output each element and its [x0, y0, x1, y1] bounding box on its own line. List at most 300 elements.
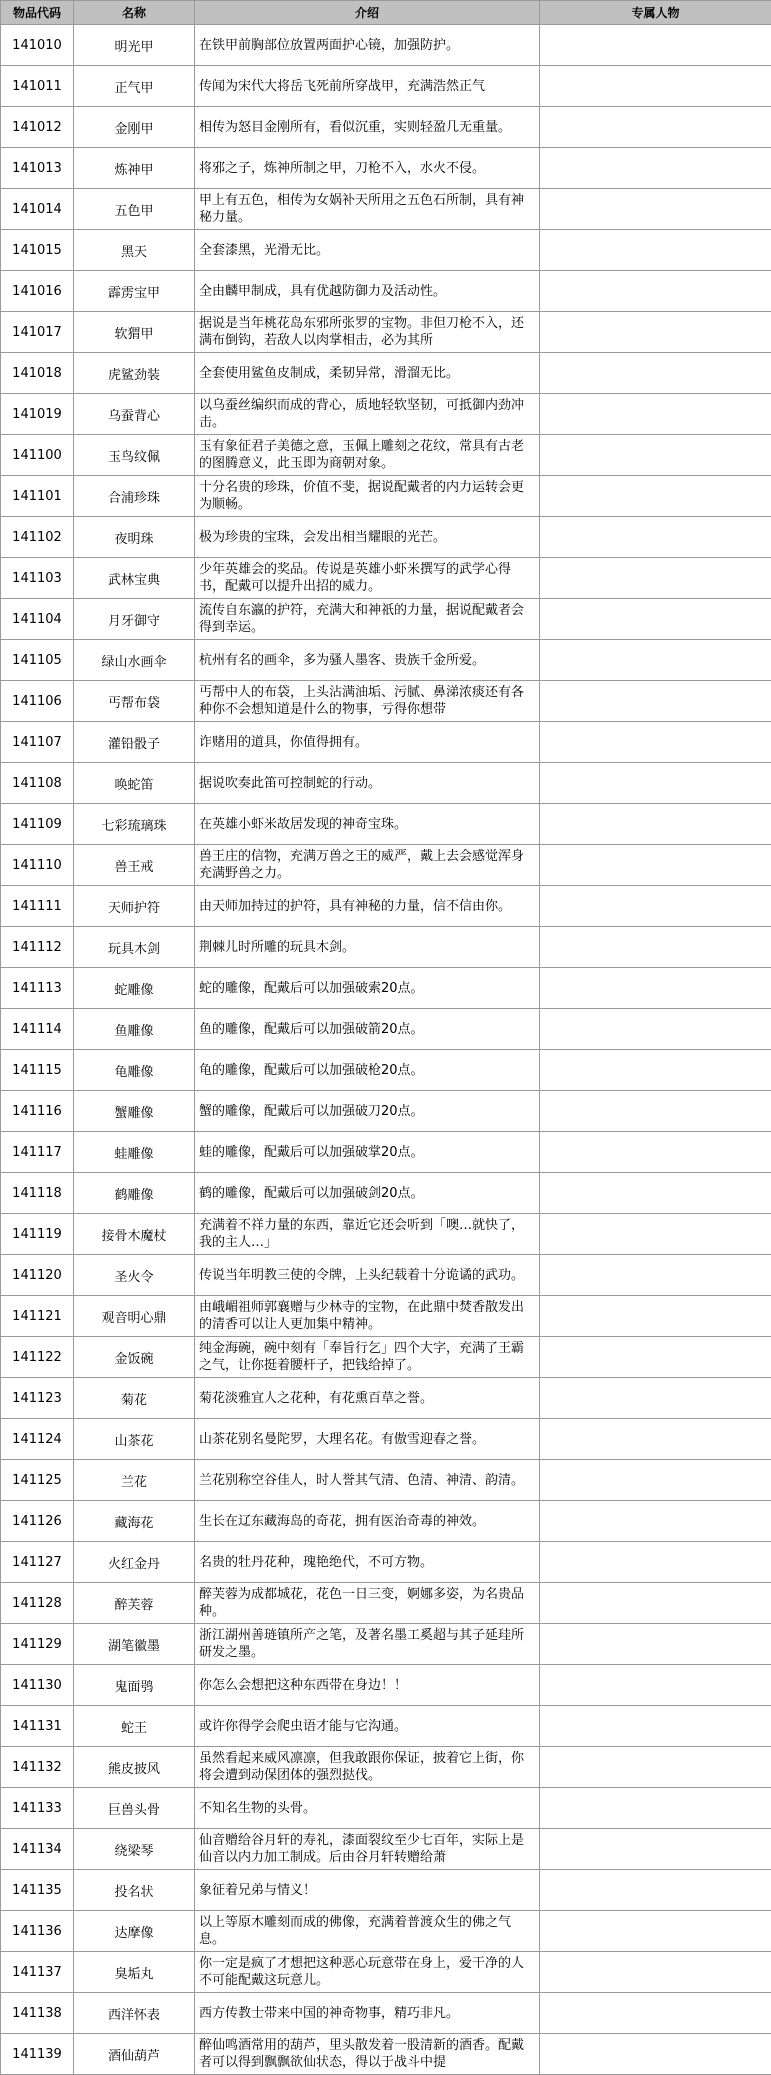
item-description-cell: [195, 1419, 540, 1460]
item-name-cell: 黑天: [74, 230, 195, 271]
item-name-cell: 鹤雕像: [74, 1173, 195, 1214]
item-description-cell: [195, 1255, 540, 1296]
item-description-cell: [195, 1173, 540, 1214]
item-description-cell: [195, 558, 540, 599]
item-description-text: 山茶花别名曼陀罗，大理名花。有傲雪迎春之誉。: [199, 1431, 535, 1448]
table-row: [1, 1009, 771, 1050]
item-name-cell: 金刚甲: [74, 107, 195, 148]
item-description-cell: [195, 25, 540, 66]
item-code-cell: 141131: [1, 1706, 74, 1747]
item-description-cell: [195, 1583, 540, 1624]
item-code-cell: 141103: [1, 558, 74, 599]
item-owner-cell: [540, 599, 771, 640]
table-row: [1, 1460, 771, 1501]
table-row: [1, 1952, 771, 1993]
item-description-cell: [195, 886, 540, 927]
item-description-text: 或许你得学会爬虫语才能与它沟通。: [199, 1718, 535, 1735]
item-code-cell: 141016: [1, 271, 74, 312]
item-code-cell: 141127: [1, 1542, 74, 1583]
item-name-cell: 炼神甲: [74, 148, 195, 189]
table-row: [1, 1337, 771, 1378]
item-description-cell: [195, 599, 540, 640]
item-description-text: 传闻为宋代大将岳飞死前所穿战甲，充满浩然正气: [199, 78, 535, 95]
item-code-cell: 141015: [1, 230, 74, 271]
table-row: [1, 1870, 771, 1911]
item-code-cell: 141124: [1, 1419, 74, 1460]
item-description-cell: [195, 1624, 540, 1665]
item-code-cell: 141109: [1, 804, 74, 845]
item-code-cell: 141011: [1, 66, 74, 107]
table-row: [1, 640, 771, 681]
item-description-cell: [195, 1460, 540, 1501]
item-code-cell: 141010: [1, 25, 74, 66]
item-code-cell: 141137: [1, 1952, 74, 1993]
item-description-cell: [195, 1132, 540, 1173]
table-row: [1, 763, 771, 804]
item-code-cell: 141121: [1, 1296, 74, 1337]
item-description-cell: [195, 2034, 540, 2075]
item-owner-cell: [540, 435, 771, 476]
item-code-cell: 141014: [1, 189, 74, 230]
item-owner-cell: [540, 804, 771, 845]
table-row: [1, 1747, 771, 1788]
item-name-cell: 湖笔徽墨: [74, 1624, 195, 1665]
item-name-cell: 蛙雕像: [74, 1132, 195, 1173]
item-owner-cell: [540, 107, 771, 148]
item-name-cell: 投名状: [74, 1870, 195, 1911]
item-owner-cell: [540, 312, 771, 353]
table-row: [1, 1501, 771, 1542]
item-description-cell: [195, 107, 540, 148]
item-code-cell: 141139: [1, 2034, 74, 2075]
item-code-cell: 141116: [1, 1091, 74, 1132]
item-owner-cell: [540, 640, 771, 681]
item-owner-cell: [540, 763, 771, 804]
item-description-cell: [195, 1952, 540, 1993]
item-name-cell: 西洋怀表: [74, 1993, 195, 2034]
item-owner-cell: [540, 1501, 771, 1542]
item-owner-cell: [540, 1542, 771, 1583]
item-code-cell: 141013: [1, 148, 74, 189]
item-description-cell: [195, 722, 540, 763]
item-description-text: 诈赌用的道具，你值得拥有。: [199, 734, 535, 751]
item-code-cell: 141119: [1, 1214, 74, 1255]
item-description-text: 纯金海碗，碗中刻有「奉旨行乞」四个大字，充满了王霸之气，让你挺着腰杆子，把钱给掉了。: [199, 1340, 535, 1374]
item-owner-cell: [540, 927, 771, 968]
item-owner-cell: [540, 148, 771, 189]
item-owner-cell: [540, 1050, 771, 1091]
item-code-cell: 141130: [1, 1665, 74, 1706]
item-owner-cell: [540, 722, 771, 763]
item-name-cell: 丐帮布袋: [74, 681, 195, 722]
item-code-cell: 141018: [1, 353, 74, 394]
table-row: [1, 722, 771, 763]
item-name-cell: 天师护符: [74, 886, 195, 927]
item-description-cell: [195, 1050, 540, 1091]
table-row: [1, 1665, 771, 1706]
item-name-cell: 鱼雕像: [74, 1009, 195, 1050]
item-name-cell: 兰花: [74, 1460, 195, 1501]
item-name-cell: 熊皮披风: [74, 1747, 195, 1788]
item-name-cell: 霹雳宝甲: [74, 271, 195, 312]
table-row: [1, 804, 771, 845]
item-owner-cell: [540, 353, 771, 394]
item-owner-cell: [540, 271, 771, 312]
table-row: [1, 353, 771, 394]
item-name-cell: 菊花: [74, 1378, 195, 1419]
item-description-cell: [195, 763, 540, 804]
table-row: [1, 1706, 771, 1747]
item-name-cell: 山茶花: [74, 1419, 195, 1460]
item-owner-cell: [540, 1911, 771, 1952]
item-description-text: 充满着不祥力量的东西，靠近它还会听到「噢…就快了，我的主人…」: [199, 1217, 535, 1251]
item-name-cell: 臭垢丸: [74, 1952, 195, 1993]
item-code-cell: 141102: [1, 517, 74, 558]
item-description-text: 醉芙蓉为成都城花，花色一日三变，婀娜多姿，为名贵品种。: [199, 1586, 535, 1620]
item-description-text: 据说吹奏此笛可控制蛇的行动。: [199, 775, 535, 792]
item-description-cell: [195, 927, 540, 968]
header-row: [1, 1, 771, 25]
item-owner-cell: [540, 1009, 771, 1050]
item-description-cell: [195, 517, 540, 558]
table-row: [1, 1173, 771, 1214]
table-row: [1, 271, 771, 312]
table-row: [1, 107, 771, 148]
item-description-text: 浙江湖州善琏镇所产之笔，及著名墨工奚超与其子延珪所研发之墨。: [199, 1627, 535, 1661]
item-description-cell: [195, 1337, 540, 1378]
item-description-text: 鹤的雕像，配戴后可以加强破剑20点。: [199, 1185, 535, 1202]
item-description-text: 十分名贵的珍珠，价值不斐，据说配戴者的内力运转会更为顺畅。: [199, 479, 535, 513]
item-owner-cell: [540, 2034, 771, 2075]
item-description-text: 在铁甲前胸部位放置两面护心镜，加强防护。: [199, 37, 535, 54]
item-description-text: 象征着兄弟与情义！: [199, 1882, 535, 1899]
item-code-cell: 141111: [1, 886, 74, 927]
item-code-cell: 141132: [1, 1747, 74, 1788]
item-owner-cell: [540, 1091, 771, 1132]
header-owner: 专属人物: [540, 1, 771, 25]
item-description-text: 由峨嵋祖师郭襄赠与少林寺的宝物，在此鼎中焚香散发出的清香可以让人更加集中精神。: [199, 1299, 535, 1333]
item-description-text: 玉有象征君子美德之意，玉佩上雕刻之花纹，常具有古老的图腾意义，此玉即为商朝对象。: [199, 438, 535, 472]
table-row: [1, 476, 771, 517]
item-description-text: 你怎么会想把这种东西带在身边！！: [199, 1677, 535, 1694]
item-description-text: 以上等原木雕刻而成的佛像，充满着普渡众生的佛之气息。: [199, 1914, 535, 1948]
item-description-text: 西方传教士带来中国的神奇物事，精巧非凡。: [199, 2005, 535, 2022]
item-owner-cell: [540, 25, 771, 66]
item-name-cell: 醉芙蓉: [74, 1583, 195, 1624]
item-code-cell: 141115: [1, 1050, 74, 1091]
item-name-cell: 蛇王: [74, 1706, 195, 1747]
table-row: [1, 845, 771, 886]
item-description-text: 虽然看起来威风凛凛，但我敢跟你保证，披着它上街，你将会遭到动保团体的强烈挞伐。: [199, 1750, 535, 1784]
header-name: 名称: [74, 1, 195, 25]
item-description-cell: [195, 1665, 540, 1706]
item-owner-cell: [540, 968, 771, 1009]
item-code-cell: 141128: [1, 1583, 74, 1624]
item-code-cell: 141104: [1, 599, 74, 640]
item-name-cell: 灌铅骰子: [74, 722, 195, 763]
item-name-cell: 合浦珍珠: [74, 476, 195, 517]
item-owner-cell: [540, 1788, 771, 1829]
table-row: [1, 1132, 771, 1173]
item-description-text: 荆棘儿时所雕的玩具木剑。: [199, 939, 535, 956]
item-code-cell: 141105: [1, 640, 74, 681]
item-description-text: 兽王庄的信物，充满万兽之王的威严，戴上去会感觉浑身充满野兽之力。: [199, 848, 535, 882]
item-owner-cell: [540, 1952, 771, 1993]
item-code-cell: 141135: [1, 1870, 74, 1911]
item-code-cell: 141101: [1, 476, 74, 517]
table-row: [1, 1419, 771, 1460]
item-description-text: 蛙的雕像，配戴后可以加强破掌20点。: [199, 1144, 535, 1161]
table-row: [1, 189, 771, 230]
item-owner-cell: [540, 1706, 771, 1747]
item-description-text: 不知名生物的头骨。: [199, 1800, 535, 1817]
item-name-cell: 兽王戒: [74, 845, 195, 886]
table-row: [1, 1788, 771, 1829]
item-description-cell: [195, 271, 540, 312]
item-name-cell: 唤蛇笛: [74, 763, 195, 804]
item-description-cell: [195, 1542, 540, 1583]
table-row: [1, 1255, 771, 1296]
item-description-text: 仙音赠给谷月轩的寿礼，漆面裂纹至少七百年，实际上是仙音以内力加工制成。后由谷月轩转赠给萧: [199, 1832, 535, 1866]
item-description-cell: [195, 394, 540, 435]
item-name-cell: 火红金丹: [74, 1542, 195, 1583]
item-code-cell: 141123: [1, 1378, 74, 1419]
item-code-cell: 141136: [1, 1911, 74, 1952]
item-description-text: 据说是当年桃花岛东邪所张罗的宝物。非但刀枪不入，还满布倒钩，若敌人以肉掌相击，必为其所: [199, 315, 535, 349]
item-name-cell: 蛇雕像: [74, 968, 195, 1009]
item-code-cell: 141019: [1, 394, 74, 435]
item-description-text: 生长在辽东藏海岛的奇花，拥有医治奇毒的神效。: [199, 1513, 535, 1530]
item-name-cell: 玩具木剑: [74, 927, 195, 968]
item-description-cell: [195, 804, 540, 845]
item-name-cell: 圣火令: [74, 1255, 195, 1296]
table-row: [1, 681, 771, 722]
item-owner-cell: [540, 230, 771, 271]
item-description-cell: [195, 476, 540, 517]
item-name-cell: 正气甲: [74, 66, 195, 107]
item-name-cell: 龟雕像: [74, 1050, 195, 1091]
item-description-text: 流传自东瀛的护符，充满大和神祇的力量，据说配戴者会得到幸运。: [199, 602, 535, 636]
item-owner-cell: [540, 1829, 771, 1870]
item-name-cell: 七彩琉璃珠: [74, 804, 195, 845]
item-code-cell: 141113: [1, 968, 74, 1009]
item-description-text: 全由麟甲制成，具有优越防御力及活动性。: [199, 283, 535, 300]
item-code-cell: 141100: [1, 435, 74, 476]
item-owner-cell: [540, 1214, 771, 1255]
item-code-cell: 141120: [1, 1255, 74, 1296]
item-description-cell: [195, 312, 540, 353]
item-name-cell: 绕梁琴: [74, 1829, 195, 1870]
item-owner-cell: [540, 1747, 771, 1788]
item-description-text: 相传为怒目金刚所有，看似沉重，实则轻盈几无重量。: [199, 119, 535, 136]
item-description-text: 丐帮中人的布袋，上头沾满油垢、污腻、鼻涕浓痰还有各种你不会想知道是什么的物事，亏得你想带: [199, 684, 535, 718]
item-name-cell: 软猬甲: [74, 312, 195, 353]
item-owner-cell: [540, 1419, 771, 1460]
item-description-cell: [195, 640, 540, 681]
item-code-cell: 141017: [1, 312, 74, 353]
item-owner-cell: [540, 1624, 771, 1665]
item-name-cell: 蟹雕像: [74, 1091, 195, 1132]
item-owner-cell: [540, 1173, 771, 1214]
item-owner-cell: [540, 476, 771, 517]
table-row: [1, 2034, 771, 2075]
item-owner-cell: [540, 1993, 771, 2034]
item-description-cell: [195, 1706, 540, 1747]
item-description-cell: [195, 1870, 540, 1911]
item-owner-cell: [540, 886, 771, 927]
item-owner-cell: [540, 394, 771, 435]
item-description-cell: [195, 1009, 540, 1050]
item-code-cell: 141125: [1, 1460, 74, 1501]
item-name-cell: 观音明心鼎: [74, 1296, 195, 1337]
item-description-text: 你一定是疯了才想把这种恶心玩意带在身上，爱干净的人不可能配戴这玩意儿。: [199, 1955, 535, 1989]
item-owner-cell: [540, 558, 771, 599]
item-description-text: 兰花别称空谷佳人，时人誉其气清、色清、神清、韵清。: [199, 1472, 535, 1489]
item-owner-cell: [540, 1583, 771, 1624]
item-owner-cell: [540, 845, 771, 886]
item-name-cell: 达摩像: [74, 1911, 195, 1952]
item-description-text: 龟的雕像，配戴后可以加强破枪20点。: [199, 1062, 535, 1079]
table-row: [1, 1993, 771, 2034]
item-description-text: 全套使用鲨鱼皮制成，柔韧异常，滑溜无比。: [199, 365, 535, 382]
item-owner-cell: [540, 517, 771, 558]
item-name-cell: 酒仙葫芦: [74, 2034, 195, 2075]
item-description-text: 传说当年明教三使的令牌，上头纪载着十分诡谲的武功。: [199, 1267, 535, 1284]
item-name-cell: 虎鲨劲装: [74, 353, 195, 394]
table-row: [1, 230, 771, 271]
item-description-cell: [195, 1091, 540, 1132]
item-name-cell: 藏海花: [74, 1501, 195, 1542]
table-row: [1, 1050, 771, 1091]
header-code: 物品代码: [1, 1, 74, 25]
item-name-cell: 五色甲: [74, 189, 195, 230]
item-description-text: 将邪之子，炼神所制之甲，刀枪不入，水火不侵。: [199, 160, 535, 177]
table-row: [1, 599, 771, 640]
item-name-cell: 武林宝典: [74, 558, 195, 599]
item-owner-cell: [540, 1378, 771, 1419]
item-description-text: 蛇的雕像，配戴后可以加强破索20点。: [199, 980, 535, 997]
item-description-cell: [195, 1911, 540, 1952]
item-code-cell: 141133: [1, 1788, 74, 1829]
item-owner-cell: [540, 66, 771, 107]
table-row: [1, 1583, 771, 1624]
item-code-cell: 141129: [1, 1624, 74, 1665]
table-row: [1, 517, 771, 558]
item-description-cell: [195, 353, 540, 394]
item-name-cell: 玉鸟纹佩: [74, 435, 195, 476]
header-description: 介绍: [195, 1, 540, 25]
table-row: [1, 558, 771, 599]
item-description-text: 极为珍贵的宝珠，会发出相当耀眼的光芒。: [199, 529, 535, 546]
item-description-cell: [195, 1378, 540, 1419]
item-name-cell: 夜明珠: [74, 517, 195, 558]
table-row: [1, 66, 771, 107]
item-name-cell: 金饭碗: [74, 1337, 195, 1378]
table-row: [1, 1829, 771, 1870]
table-row: [1, 1296, 771, 1337]
item-name-cell: 接骨木魔杖: [74, 1214, 195, 1255]
item-name-cell: 乌蚕背心: [74, 394, 195, 435]
table-row: [1, 886, 771, 927]
item-name-cell: 绿山水画伞: [74, 640, 195, 681]
table-row: [1, 968, 771, 1009]
item-owner-cell: [540, 1296, 771, 1337]
item-owner-cell: [540, 1337, 771, 1378]
item-description-cell: [195, 1788, 540, 1829]
item-description-cell: [195, 189, 540, 230]
item-description-text: 菊花淡雅宜人之花种，有花熏百草之誉。: [199, 1390, 535, 1407]
item-code-cell: 141122: [1, 1337, 74, 1378]
item-code-cell: 141118: [1, 1173, 74, 1214]
item-description-text: 少年英雄会的奖品。传说是英雄小虾米撰写的武学心得书，配戴可以提升出招的威力。: [199, 561, 535, 595]
table-row: [1, 1542, 771, 1583]
table-row: [1, 1624, 771, 1665]
item-owner-cell: [540, 1255, 771, 1296]
item-description-cell: [195, 1747, 540, 1788]
item-description-text: 全套漆黑，光滑无比。: [199, 242, 535, 259]
item-owner-cell: [540, 189, 771, 230]
item-description-text: 由天师加持过的护符，具有神秘的力量，信不信由你。: [199, 898, 535, 915]
item-description-text: 醉仙鸣酒常用的葫芦，里头散发着一股清新的酒香。配戴者可以得到飘飘欲仙状态，得以于战斗中提: [199, 2037, 535, 2071]
item-description-cell: [195, 148, 540, 189]
item-code-cell: 141126: [1, 1501, 74, 1542]
item-code-cell: 141107: [1, 722, 74, 763]
item-description-text: 以乌蚕丝编织而成的背心，质地轻软坚韧，可抵御内劲冲击。: [199, 397, 535, 431]
item-description-cell: [195, 1296, 540, 1337]
item-code-cell: 141114: [1, 1009, 74, 1050]
item-description-text: 在英雄小虾米故居发现的神奇宝珠。: [199, 816, 535, 833]
item-code-cell: 141110: [1, 845, 74, 886]
item-description-text: 蟹的雕像，配戴后可以加强破刀20点。: [199, 1103, 535, 1120]
item-description-cell: [195, 435, 540, 476]
item-description-cell: [195, 1214, 540, 1255]
item-description-cell: [195, 1501, 540, 1542]
table-row: [1, 148, 771, 189]
table-row: [1, 1214, 771, 1255]
item-owner-cell: [540, 1132, 771, 1173]
item-owner-cell: [540, 681, 771, 722]
item-owner-cell: [540, 1870, 771, 1911]
item-code-cell: 141138: [1, 1993, 74, 2034]
item-description-text: 名贵的牡丹花种，瑰艳绝代，不可方物。: [199, 1554, 535, 1571]
item-name-cell: 明光甲: [74, 25, 195, 66]
item-name-cell: 巨兽头骨: [74, 1788, 195, 1829]
table-row: [1, 1091, 771, 1132]
item-description-cell: [195, 845, 540, 886]
item-description-cell: [195, 66, 540, 107]
item-description-cell: [195, 230, 540, 271]
item-name-cell: 月牙御守: [74, 599, 195, 640]
item-owner-cell: [540, 1665, 771, 1706]
item-description-text: 杭州有名的画伞，多为骚人墨客、贵族千金所爱。: [199, 652, 535, 669]
item-code-cell: 141108: [1, 763, 74, 804]
item-name-cell: 鬼面鸮: [74, 1665, 195, 1706]
item-description-cell: [195, 1993, 540, 2034]
item-code-cell: 141012: [1, 107, 74, 148]
table-row: [1, 1911, 771, 1952]
item-description-cell: [195, 968, 540, 1009]
item-description-text: 甲上有五色，相传为女娲补天所用之五色石所制，具有神秘力量。: [199, 192, 535, 226]
item-code-cell: 141106: [1, 681, 74, 722]
table-row: [1, 394, 771, 435]
table-row: [1, 312, 771, 353]
item-owner-cell: [540, 1460, 771, 1501]
table-row: [1, 1378, 771, 1419]
table-row: [1, 927, 771, 968]
item-code-cell: 141117: [1, 1132, 74, 1173]
table-row: [1, 25, 771, 66]
item-code-cell: 141134: [1, 1829, 74, 1870]
